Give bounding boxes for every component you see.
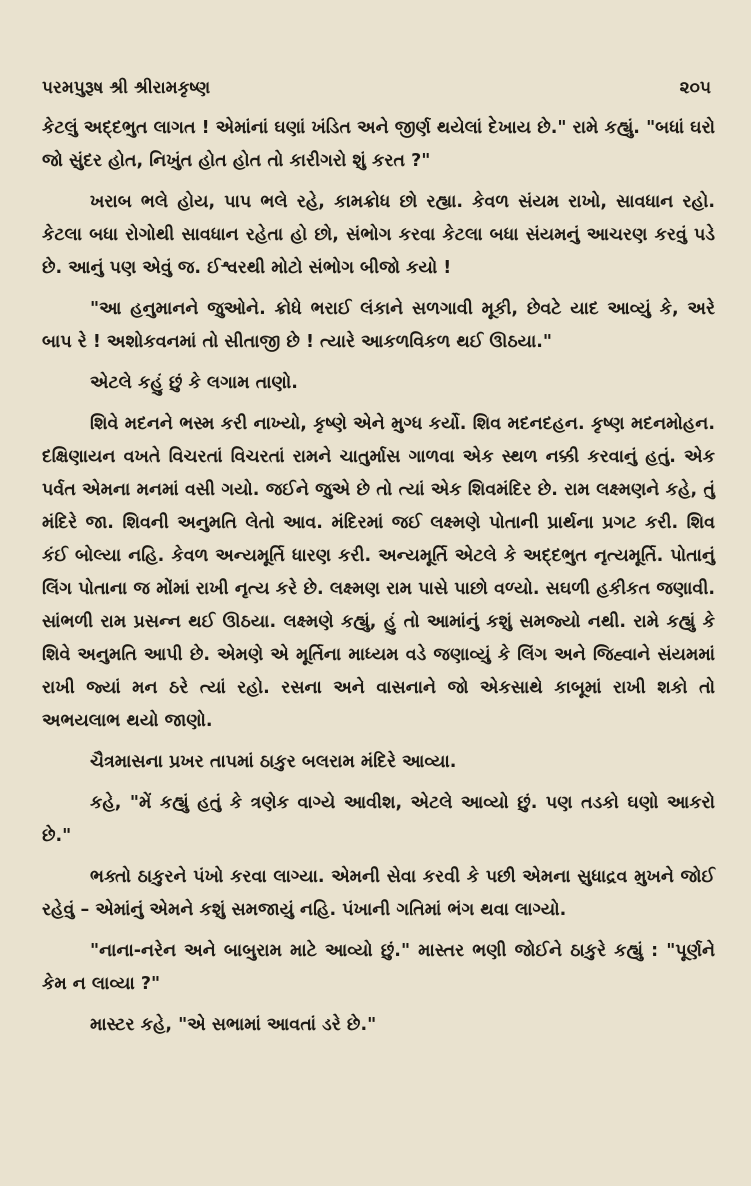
paragraph-9: "નાના-નરેન અને બાબુરામ માટે આવ્યો છું." માસ્તર ભણી જોઈને ઠાકુરે કહ્યું : "પૂર્ણને કેમ ન લાવ્યા ?" xyxy=(42,941,715,994)
paragraph-3: "આ હનુમાનને જુઓને. ક્રોધે ભરાઈ લંકાને સળગાવી મૂકી, છેવટે યાદ આવ્યું કે, અરે બાપ રે ! અશોકવનમાં તો સીતાજી છે ! ત્યારે આકળવિકળ થઈ ઊઠયા." xyxy=(42,299,715,352)
paragraph-10: માસ્ટર કહે, "એ સભામાં આવતાં ડરે છે." xyxy=(90,1015,377,1035)
paragraph-2: ખરાબ ભલે હોય, પાપ ભલે રહે, કામક્રોધ છો રહ્યા. કેવળ સંયમ રાખો, સાવધાન રહો. કેટલા બધા રોગોથી સાવધાન રહેતા હો છો, સંભોગ કરવા કેટલા બધા સંયમનું આચરણ કરવું પડે છે. આનું પણ એવું જ. ઈશ્વરથી મોટો સંભોગ બીજો કયો ! xyxy=(42,192,715,278)
paragraph-4: એટલે કહું છું કે લગામ તાણો. xyxy=(90,373,298,393)
paragraph-5: શિવે મદનને ભસ્મ કરી નાખ્યો, કૃષ્ણે એને મુગ્ધ કર્યો. શિવ મદનદહન. કૃષ્ણ મદનમોહન. દક્ષિણાયન વખતે વિચરતાં વિચરતાં રામને ચાતુર્માસ ગાળવા એક સ્થળ નક્કી કરવાનું હતું. એક પર્વત એમના મનમાં વસી ગયો. જઈને જુએ છે તો ત્યાં એક શિવમંદિર છે. રામ લક્ષ્મણને કહે, તું મંદિરે જા. શિવની અનુમતિ લેતો આવ. મંદિરમાં જઈ લક્ષ્મણે પોતાની પ્રાર્થના પ્રગટ કરી. શિવ કંઈ બોલ્યા નહિ. કેવળ અન્યમૂર્તિ ધારણ કરી. અન્યમૂર્તિ એટલે કે અદ્દભુત નૃત્યમૂર્તિ. પોતાનું લિંગ પોતાના જ મોંમાં રાખી નૃત્ય કરે છે. લક્ષ્મણ રામ પાસે પાછો વળ્યો. સઘળી હકીકત જણાવી. સાંભળી રામ પ્રસન્ન થઈ ઊઠયા. લક્ષ્મણે કહ્યું, હું તો આમાંનું કશું સમજ્યો નથી. રામે કહ્યું કે શિવે અનુમતિ આપી છે. એમણે એ મૂર્તિના માધ્યમ વડે જણાવ્યું કે લિંગ અને જિહ્વાને સંયમમાં રાખી જ્યાં મન ઠરે ત્યાં રહો. રસના અને વાસનાને જો એકસાથે કાબૂમાં રાખી શકો તો અભયલાભ થયો જાણો. xyxy=(42,414,715,731)
paragraph-1: કેટલું અદ્દભુત લાગત ! એમાંનાં ઘણાં ખંડિત અને જીર્ણ થયેલાં દેખાય છે." રામે કહ્યું. "બધાં ઘરો જો સુંદર હોત, નિખુંત હોત હોત તો કારીગરો શું કરત ?" xyxy=(42,118,715,171)
paragraph-7: કહે, "મેં કહ્યું હતું કે ત્રણેક વાગ્યે આવીશ, એટલે આવ્યો છું. પણ તડકો ઘણો આકરો છે." xyxy=(42,793,715,846)
page-header xyxy=(42,78,715,98)
paragraph-6: ચૈત્રમાસના પ્રખર તાપમાં ઠાકુર બલરામ મંદિરે આવ્યા. xyxy=(90,752,457,772)
paragraph-8: ભક્તો ઠાકુરને પંખો કરવા લાગ્યા. એમની સેવા કરવી કે પછી એમના સુધાદ્રવ મુખને જોઈ રહેવું – એમાંનું એમને કશું સમજાયું નહિ. પંખાની ગતિમાં ભંગ થવા લાગ્યો. xyxy=(42,867,715,920)
running-title: પરમપુરૂષ શ્રી શ્રીરામકૃષ્ણ xyxy=(42,78,211,98)
page-number: ૨૦૫ xyxy=(679,78,711,98)
